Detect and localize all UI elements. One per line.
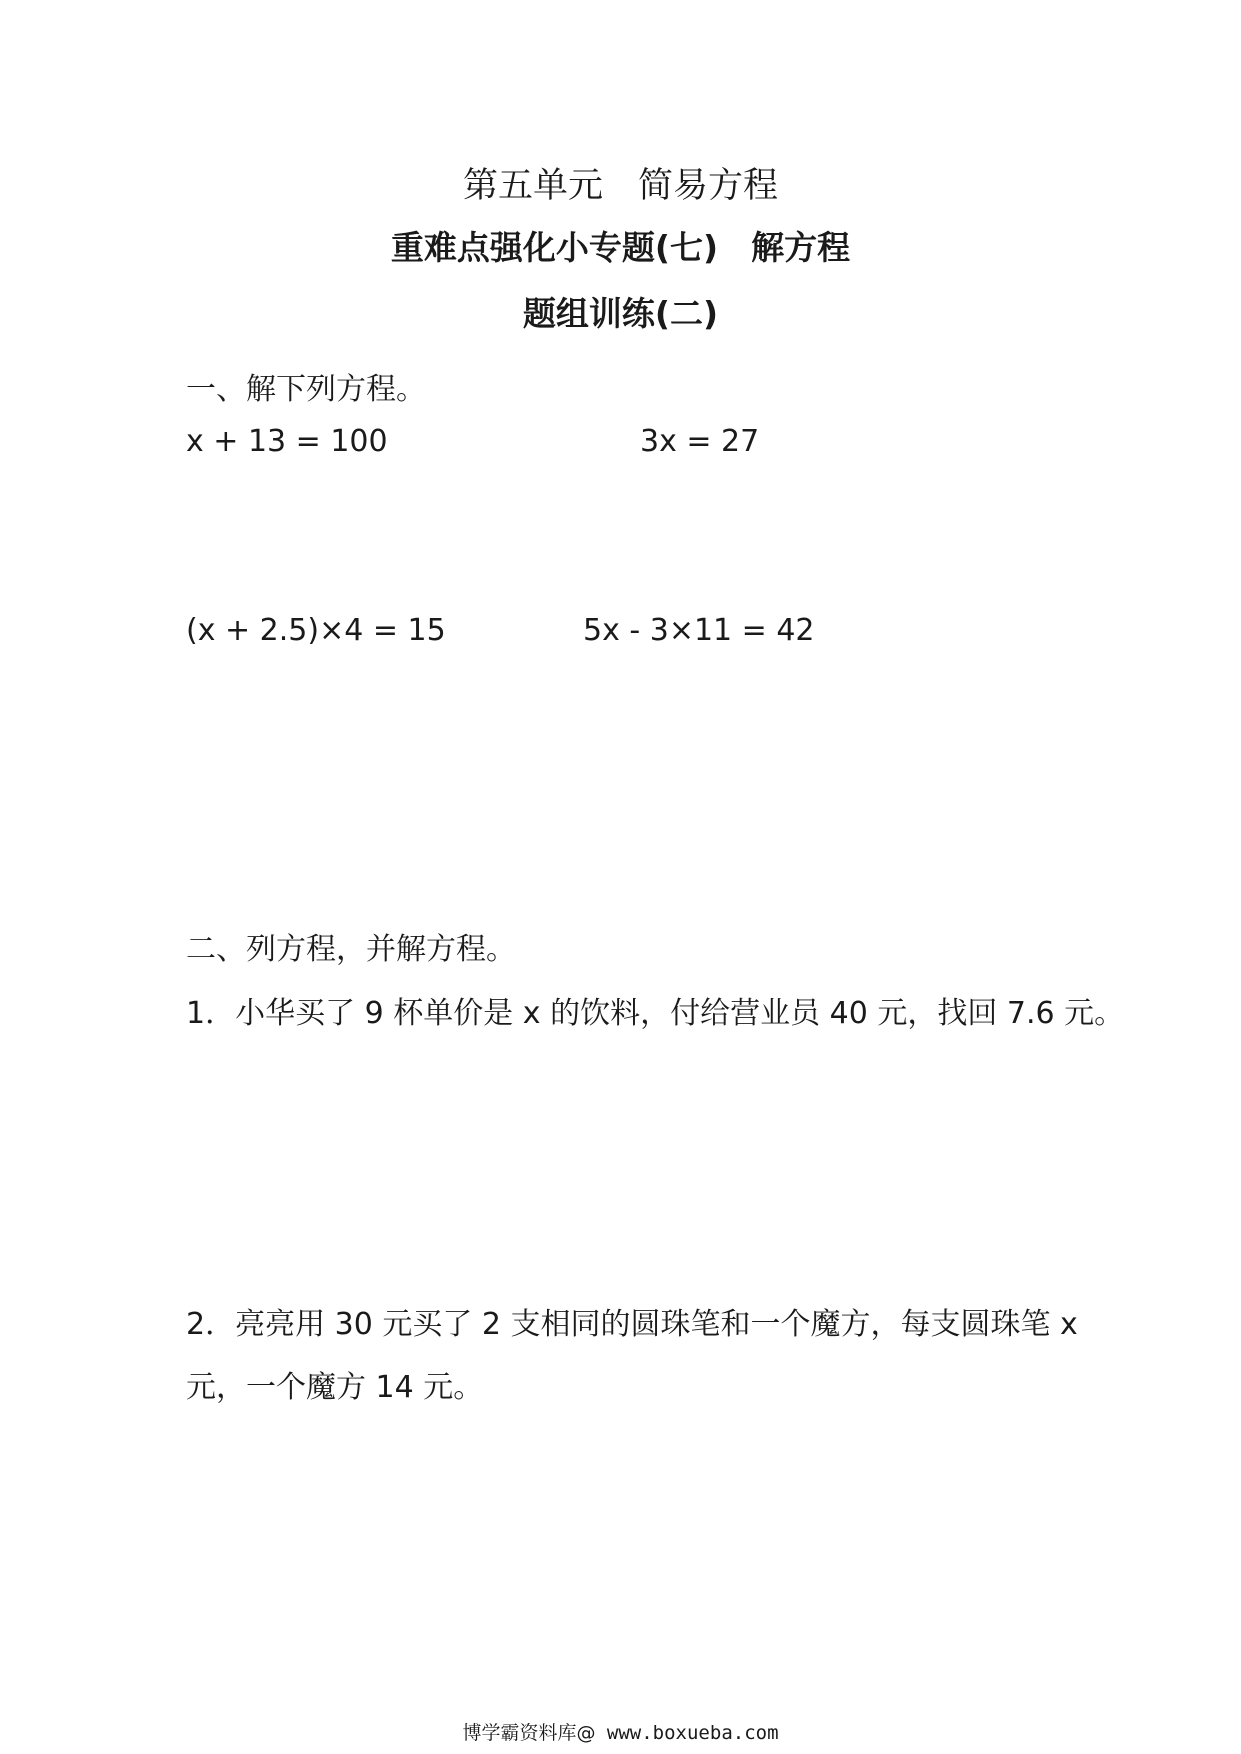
word-problem-2-line2: 元，一个魔方 14 元。	[186, 1370, 484, 1405]
group-title: 题组训练(二)	[522, 294, 719, 333]
equation-3: (x + 2.5)×4 = 15	[186, 613, 446, 648]
footer-brand: 博学霸资料库@	[462, 1722, 596, 1744]
word-problem-2-line1: 2．亮亮用 30 元买了 2 支相同的圆珠笔和一个魔方，每支圆珠笔 x	[186, 1307, 1078, 1342]
topic-title: 重难点强化小专题(七) 解方程	[390, 228, 851, 267]
footer-site: www.boxueba.com	[595, 1722, 779, 1744]
section2-heading: 二、列方程，并解方程。	[186, 932, 516, 967]
section1-heading: 一、解下列方程。	[186, 372, 426, 407]
footer-watermark	[0, 1718, 1241, 1745]
equation-4: 5x - 3×11 = 42	[583, 613, 815, 648]
equation-2: 3x = 27	[640, 424, 760, 459]
word-problem-1: 1．小华买了 9 杯单价是 x 的饮料，付给营业员 40 元，找回 7.6 元。	[186, 996, 1125, 1031]
equation-1: x + 13 = 100	[186, 424, 388, 459]
unit-title: 第五单元 简易方程	[462, 166, 778, 206]
